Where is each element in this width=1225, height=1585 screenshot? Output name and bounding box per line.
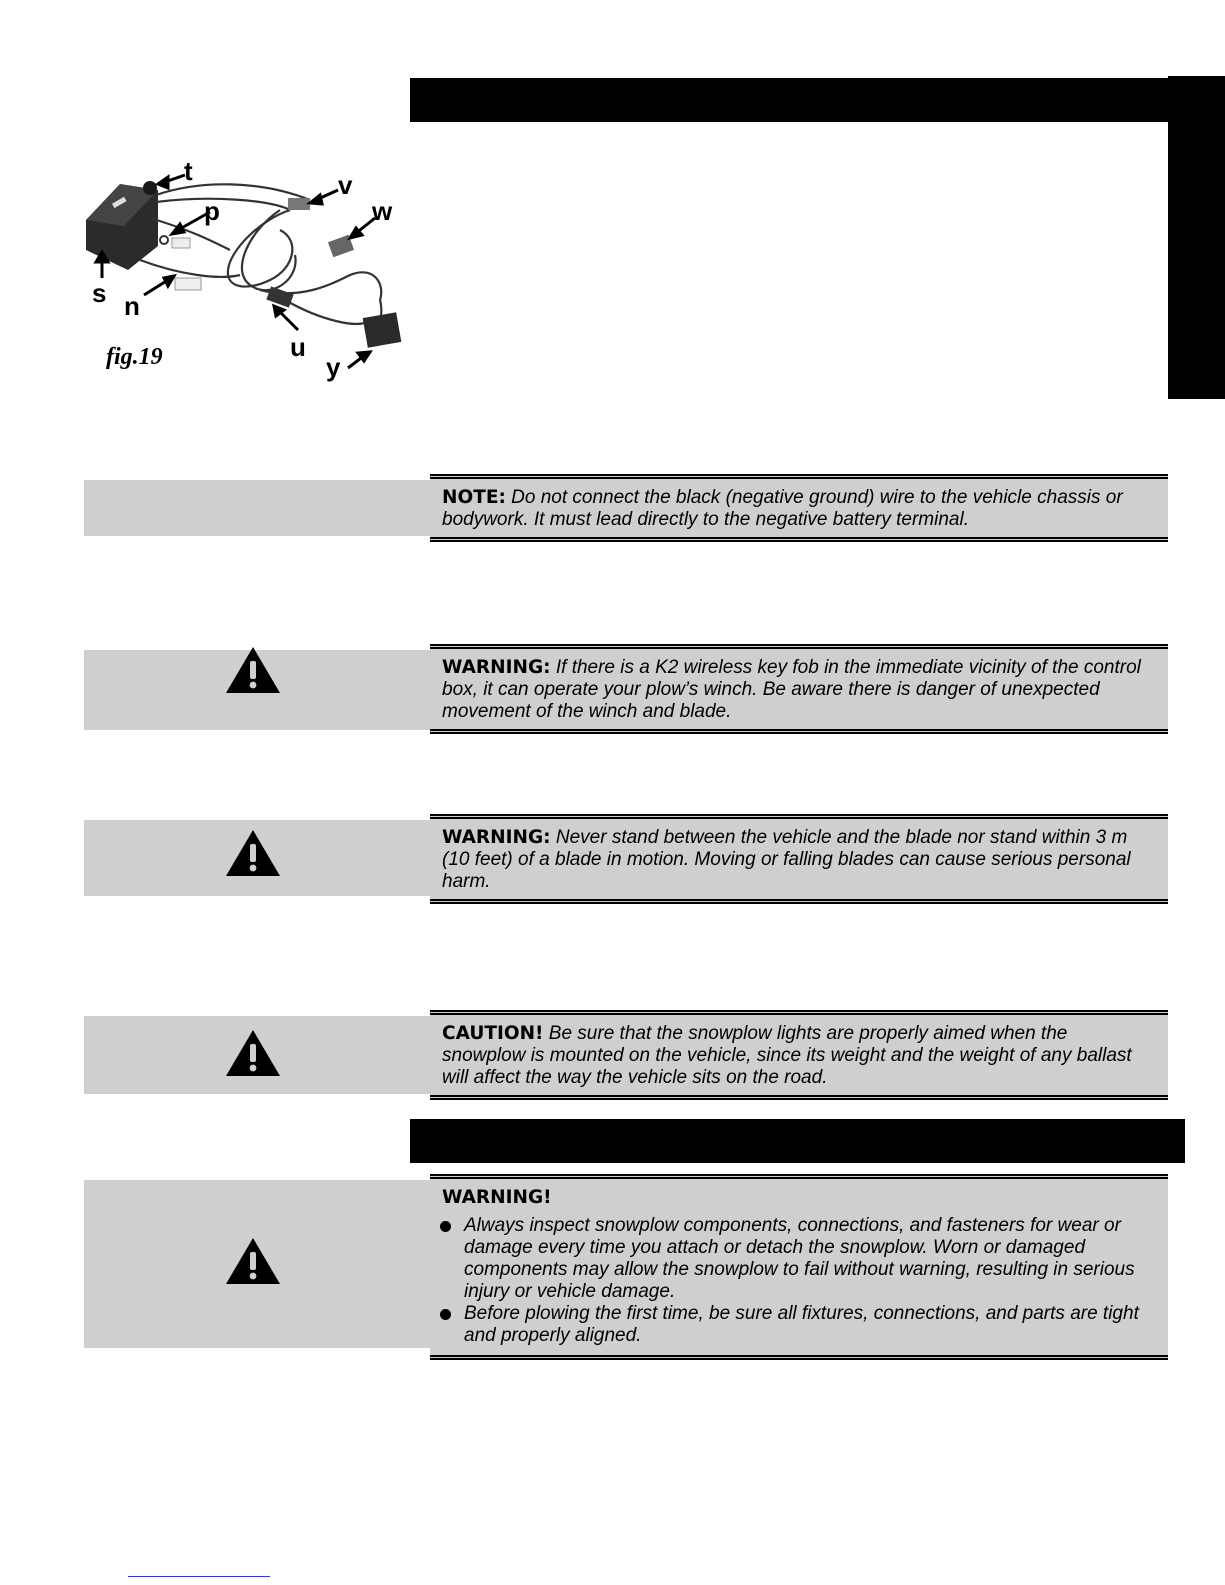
figure-caption: fig.19 xyxy=(106,344,163,370)
warning2-text: Never stand between the vehicle and the blade nor stand within 3 m (10 feet) of a blade in motion. Moving or falling blades can cause serious personal harm. xyxy=(442,827,1131,892)
caution-text: Be sure that the snowplow lights are properly aimed when the snowplow is mounted on the vehicle, since its weight and the weight of any ballast will affect the way the vehicle sits on the road. xyxy=(442,1023,1132,1088)
list-item: Always inspect snowplow components, connections, and fasteners for wear or damage every time you attach or detach the snowplow. Worn or damaged components may allow the snowplow to fail without warning, resulting in serious injury or vehicle damage. xyxy=(442,1215,1156,1303)
connector-u xyxy=(266,286,293,307)
callout-n: n xyxy=(124,291,140,321)
figure-wiring-harness xyxy=(80,150,410,390)
warning-triangle-icon xyxy=(224,1028,282,1078)
callout-p: p xyxy=(204,196,220,226)
warning-triangle-icon xyxy=(224,645,282,695)
switch-y xyxy=(363,312,402,347)
cable-lines xyxy=(140,184,381,324)
section-header-bar-2 xyxy=(410,1119,1185,1163)
warning3-label: WARNING! xyxy=(442,1187,552,1208)
warning1-box xyxy=(430,644,1168,734)
tag-n xyxy=(175,278,201,290)
warning3-bullet-list xyxy=(442,1215,1156,1347)
bullet-icon xyxy=(440,1221,451,1232)
section-header-bar xyxy=(410,78,1180,122)
warning-triangle-icon xyxy=(224,828,282,878)
callout-s: s xyxy=(92,278,107,308)
warning1-text: If there is a K2 wireless key fob in the immediate vicinity of the control box, it can operate your plow’s winch. Be aware there is danger of unexpected movement of the winch and blade. xyxy=(442,657,1141,722)
warning-triangle-icon xyxy=(224,1236,282,1286)
callout-y: y xyxy=(326,352,341,382)
warning1-label: WARNING: xyxy=(442,657,551,678)
note-box xyxy=(430,474,1168,542)
side-tab xyxy=(1168,76,1225,399)
callout-v: v xyxy=(338,170,353,200)
tag-p xyxy=(172,238,190,248)
bullet-icon xyxy=(440,1309,451,1320)
callout-t: t xyxy=(184,156,193,186)
warning2-label: WARNING: xyxy=(442,827,551,848)
callout-w: w xyxy=(372,196,393,226)
note-text: Do not connect the black (negative ground) wire to the vehicle chassis or bodywork. It must lead directly to the negative battery terminal. xyxy=(442,487,1123,530)
warning2-box xyxy=(430,814,1168,904)
list-item: Before plowing the first time, be sure all fixtures, connections, and parts are tight and properly aligned. xyxy=(442,1303,1156,1347)
footer-link-underline[interactable] xyxy=(128,1576,270,1577)
wiring-harness-illustration xyxy=(80,150,410,390)
warning3-box xyxy=(430,1174,1168,1360)
caution-label: CAUTION! xyxy=(442,1023,544,1044)
note-label: NOTE: xyxy=(442,487,506,508)
caution-box xyxy=(430,1010,1168,1100)
callout-u: u xyxy=(290,332,306,362)
note-side-shade xyxy=(84,480,430,536)
control-box-shape xyxy=(86,181,158,270)
